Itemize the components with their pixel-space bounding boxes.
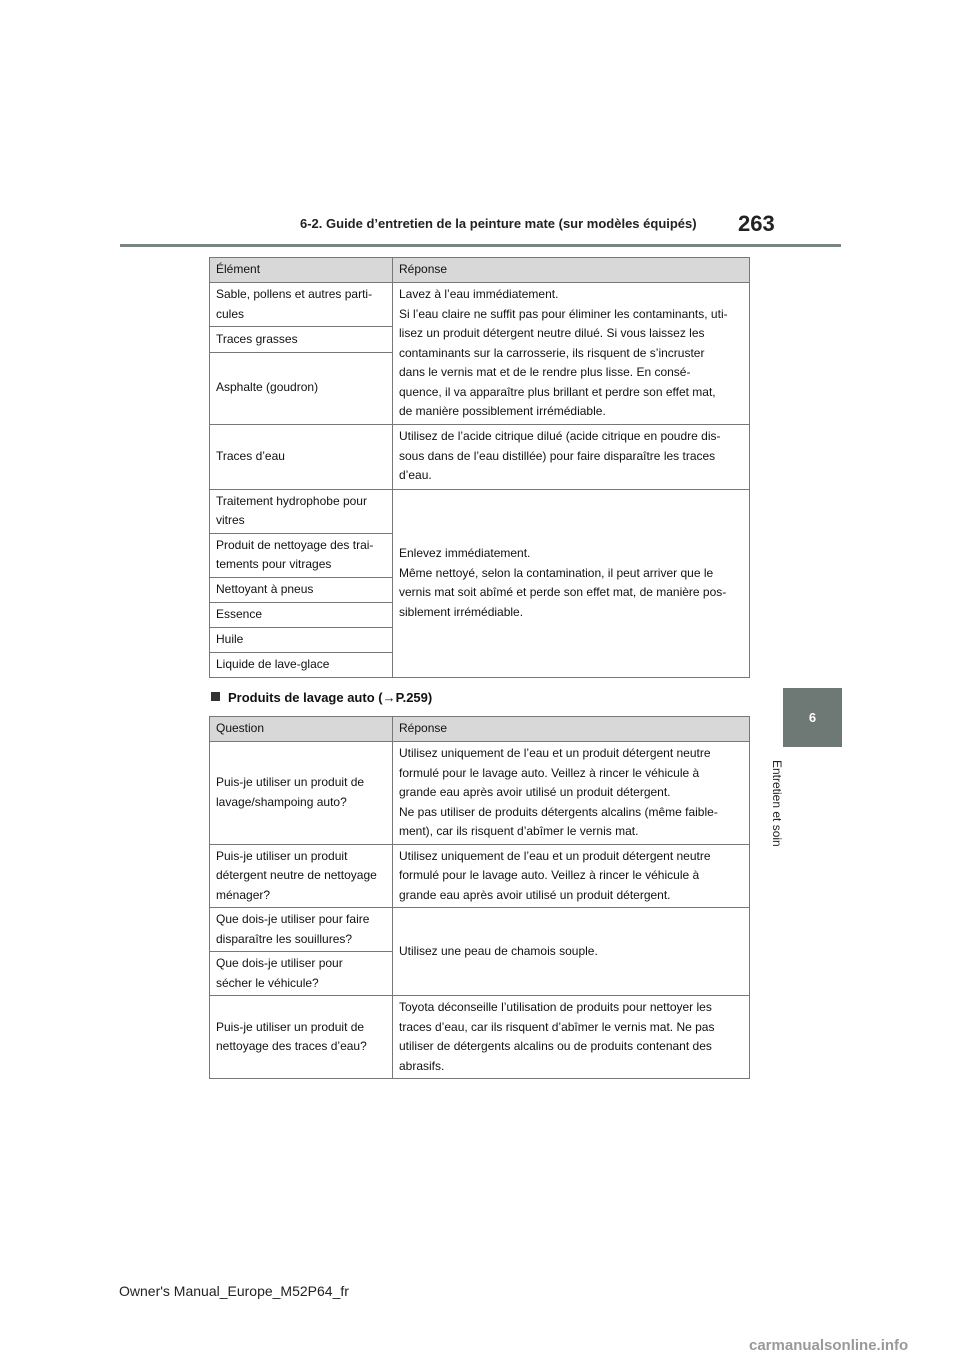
table-cell-item bbox=[210, 352, 393, 424]
cell-text: Utilisez une peau de chamois souple. bbox=[399, 943, 598, 958]
table-row bbox=[210, 844, 750, 908]
table-cell-item bbox=[210, 327, 393, 352]
table-cell-question bbox=[210, 742, 393, 845]
page-number: 263 bbox=[738, 211, 775, 236]
table-row bbox=[210, 908, 750, 952]
table-cell-item bbox=[210, 283, 393, 327]
table-row bbox=[210, 489, 750, 533]
table-cell-item bbox=[210, 577, 393, 602]
page-footer: Owner's Manual_Europe_M52P64_fr bbox=[119, 1283, 349, 1299]
table-cell-response bbox=[393, 283, 750, 425]
cell-text: Utilisez uniquement de l’eau et un produit détergent neutre formulé pour le lavage auto. Veillez à rincer le véhicule à grande eau après avoir utilisé un produit détergent. bbox=[399, 848, 711, 902]
chapter-tab[interactable] bbox=[783, 688, 842, 747]
contaminants-table bbox=[209, 257, 750, 678]
column-header-response: Réponse bbox=[393, 717, 750, 742]
table-cell-response bbox=[393, 742, 750, 845]
watermark: carmanualsonline.info bbox=[749, 1337, 909, 1354]
table-cell-question bbox=[210, 952, 393, 996]
table-cell-response bbox=[393, 996, 750, 1079]
cell-text: Traces d’eau bbox=[216, 448, 285, 463]
column-header-response: Réponse bbox=[393, 258, 750, 283]
table-cell-question bbox=[210, 908, 393, 952]
table-cell-item bbox=[210, 652, 393, 677]
cell-text: Huile bbox=[216, 631, 244, 646]
table-cell-item bbox=[210, 424, 393, 489]
header-rule bbox=[120, 244, 841, 247]
table-row bbox=[210, 424, 750, 489]
table-cell-question bbox=[210, 844, 393, 908]
table-cell-response bbox=[393, 424, 750, 489]
chapter-label-text: Entretien et soin bbox=[770, 760, 784, 847]
column-header-question: Question bbox=[210, 717, 393, 742]
cell-text: Traces grasses bbox=[216, 331, 298, 346]
table-cell-question bbox=[210, 996, 393, 1079]
cell-text: Nettoyant à pneus bbox=[216, 581, 314, 596]
table-cell-item bbox=[210, 533, 393, 577]
page-header-title: 6-2. Guide d’entretien de la peinture mate (sur modèles équipés) bbox=[300, 216, 697, 231]
cell-text: Asphalte (goudron) bbox=[216, 380, 319, 395]
table-cell-item bbox=[210, 489, 393, 533]
cell-text: Liquide de lave-glace bbox=[216, 656, 330, 671]
cell-text: Enlevez immédiatement. Même nettoyé, selon la contamination, il peut arriver que le vernis mat soit abîmé et perde son effet mat, de manière pos- siblement irrémédiable. bbox=[399, 546, 727, 619]
cell-text: Puis-je utiliser un produit détergent neutre de nettoyage ménager? bbox=[216, 848, 377, 902]
table-cell-response bbox=[393, 844, 750, 908]
cell-text: Sable, pollens et autres parti- cules bbox=[216, 287, 373, 321]
table-header-row bbox=[210, 258, 750, 283]
section-heading-text: Produits de lavage auto (→P.259) bbox=[228, 690, 433, 705]
car-wash-products-table bbox=[209, 716, 750, 1079]
table-row bbox=[210, 742, 750, 845]
table-cell-item bbox=[210, 627, 393, 652]
cell-text: Puis-je utiliser un produit de nettoyage des traces d’eau? bbox=[216, 1019, 367, 1053]
table-header-row bbox=[210, 717, 750, 742]
cell-text: Utilisez uniquement de l’eau et un produit détergent neutre formulé pour le lavage auto. Veillez à rincer le véhicule à grande eau après avoir utilisé un produit détergent. Ne pas utiliser de produits détergents alcalins (même faible- ment), car ils risquent d’abîmer le vernis mat. bbox=[399, 746, 718, 838]
section-heading bbox=[211, 690, 432, 705]
cell-text: Toyota déconseille l’utilisation de produits pour nettoyer les traces d’eau, car ils risquent d’abîmer le vernis mat. Ne pas utiliser de détergents alcalins ou de produits contenant des abrasifs. bbox=[399, 1000, 715, 1073]
table-row bbox=[210, 996, 750, 1079]
table-row bbox=[210, 283, 750, 327]
cell-text: Traitement hydrophobe pour vitres bbox=[216, 493, 367, 527]
cell-text: Lavez à l’eau immédiatement. Si l’eau claire ne suffit pas pour éliminer les contaminants, uti- lisez un produit détergent neutre dilué. Si vous laissez les contaminants sur la carrosserie, ils risquent de s’incruster dans le vernis mat et de le rendre plus lisse. En consé- quence, il va apparaître plus brillant et perdre son effet mat, de manière possiblement irrémédiable. bbox=[399, 287, 728, 418]
cell-text: Que dois-je utiliser pour faire disparaître les souillures? bbox=[216, 912, 370, 946]
cell-text: Puis-je utiliser un produit de lavage/shampoing auto? bbox=[216, 775, 365, 809]
table-cell-item bbox=[210, 602, 393, 627]
table-cell-response bbox=[393, 908, 750, 996]
chapter-number: 6 bbox=[808, 710, 817, 725]
chapter-label bbox=[770, 760, 802, 920]
square-bullet-icon bbox=[211, 692, 220, 701]
cell-text: Produit de nettoyage des trai- tements pour vitrages bbox=[216, 537, 374, 571]
cell-text: Utilisez de l’acide citrique dilué (acide citrique en poudre dis- sous dans de l’eau distillée) pour faire disparaître les traces d’eau. bbox=[399, 429, 721, 483]
cell-text: Que dois-je utiliser pour sécher le véhicule? bbox=[216, 956, 343, 990]
cell-text: Essence bbox=[216, 606, 263, 621]
column-header-element: Élément bbox=[210, 258, 393, 283]
table-cell-response bbox=[393, 489, 750, 677]
